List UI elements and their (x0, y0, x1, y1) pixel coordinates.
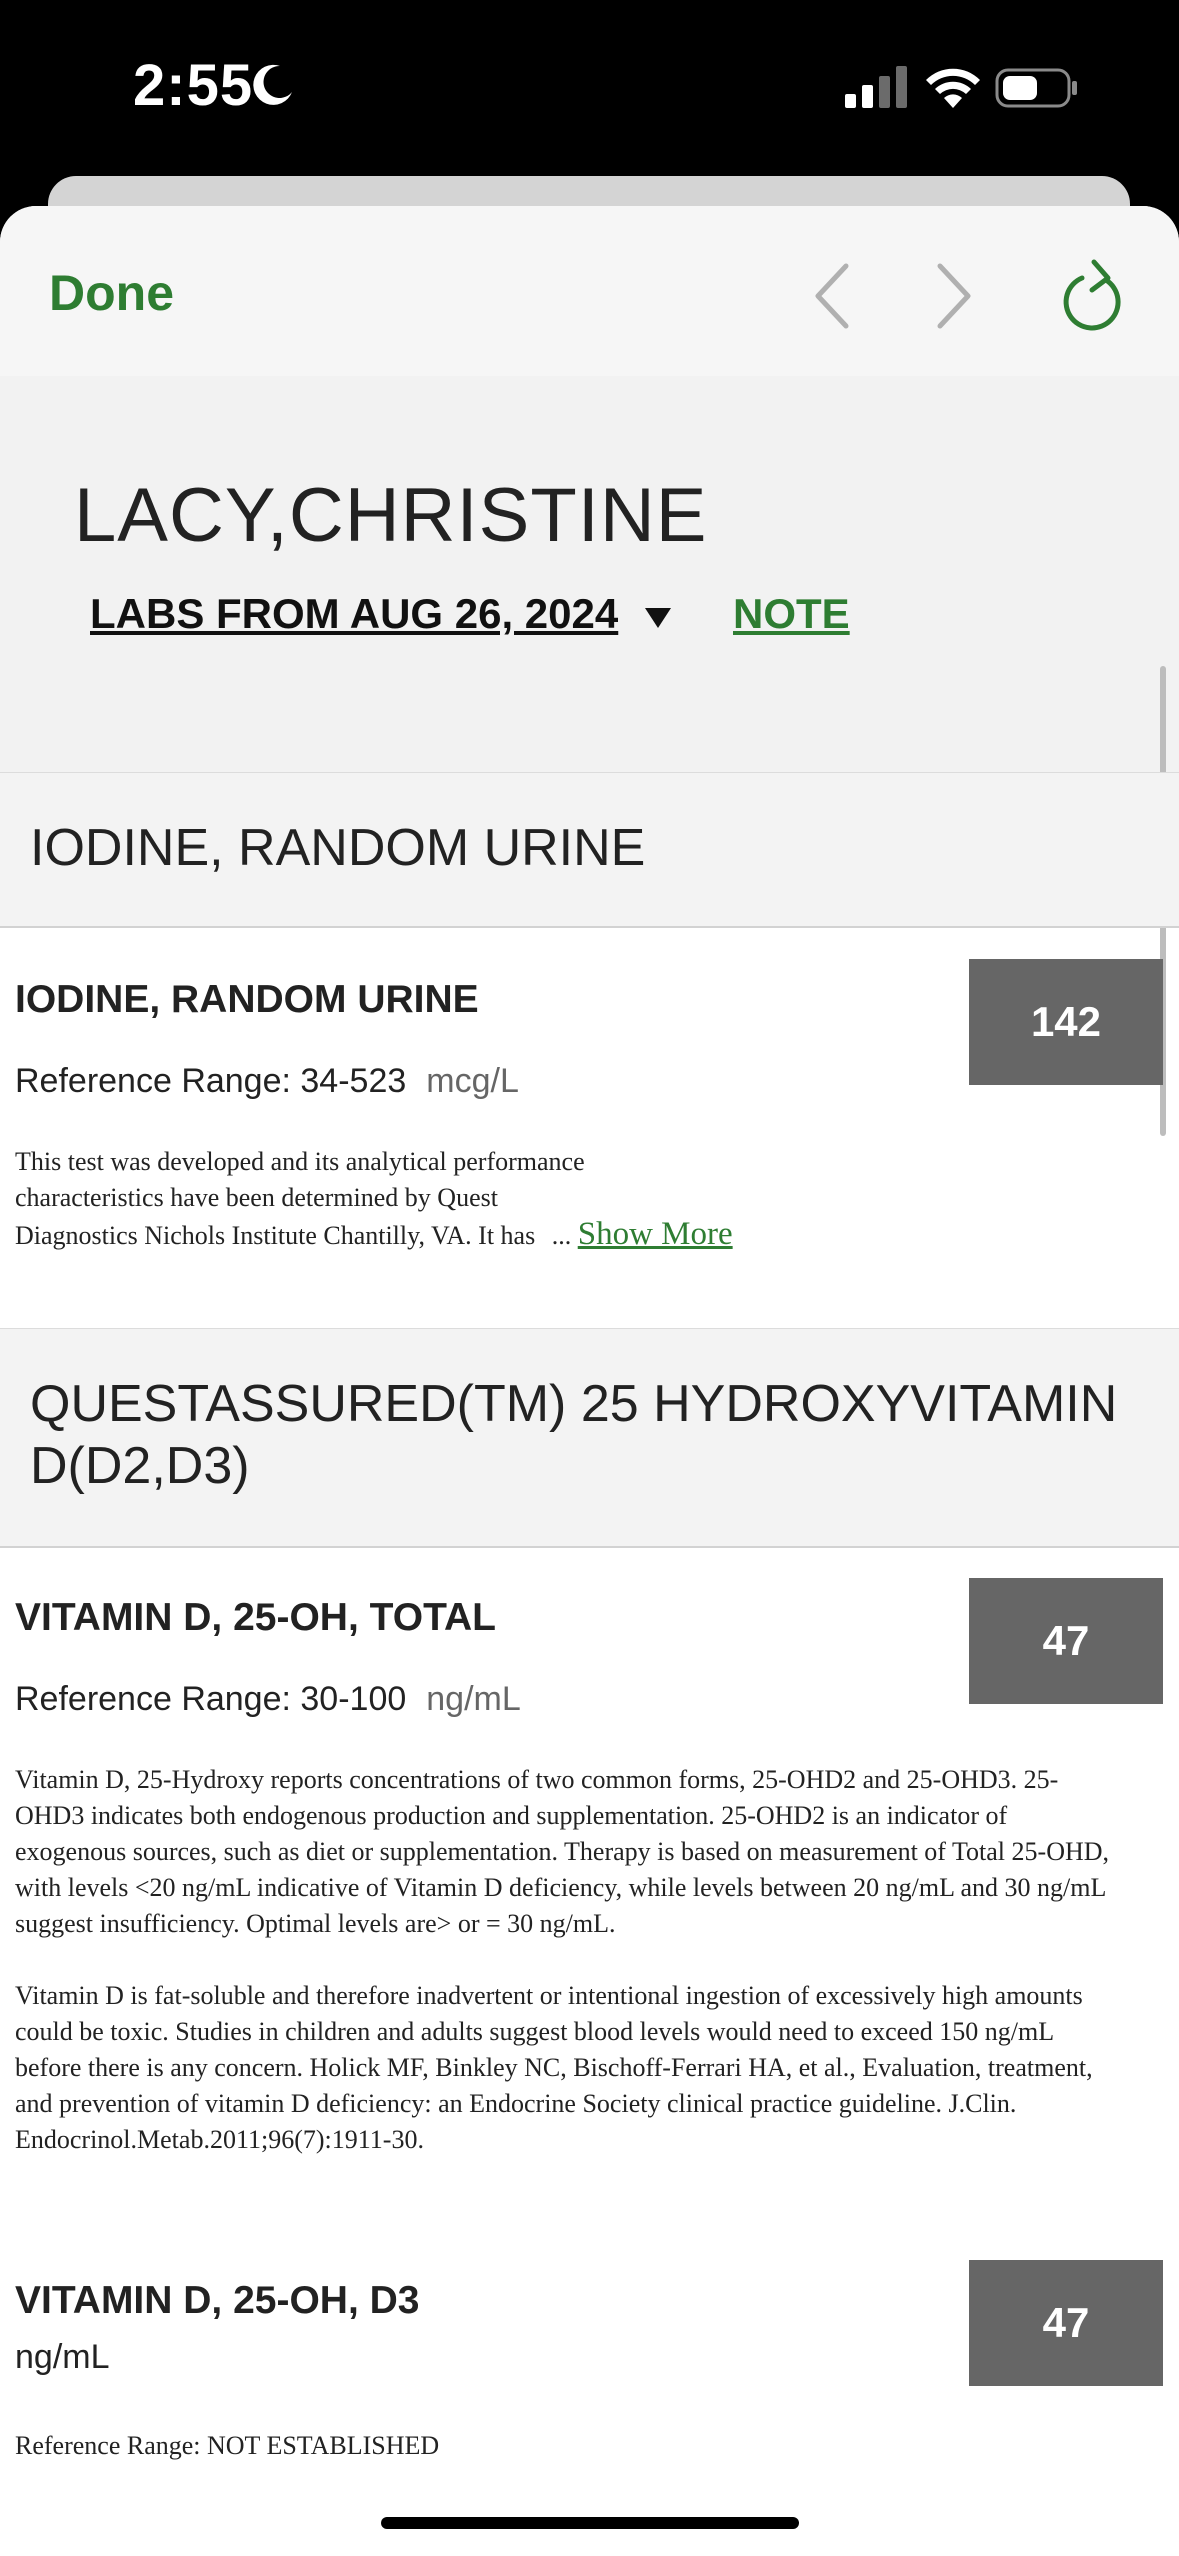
note-line: could be toxic. Studies in children and adults suggest blood levels would need to exceed 150 ng/mL (15, 2017, 1055, 2046)
section-title: IODINE, RANDOM URINE (30, 819, 646, 877)
section-header-iodine (0, 772, 1179, 928)
result-value: 142 (969, 959, 1163, 1085)
note-line: Vitamin D is fat-soluble and therefore inadvertent or intentional ingestion of excessively high amounts (15, 1981, 1083, 2010)
note-line: with levels <20 ng/mL indicative of Vitamin D deficiency, while levels between 20 ng/mL and 30 ng/mL (15, 1873, 1107, 1902)
reference-range-text: Reference Range: 34-523 (15, 1062, 407, 1100)
home-indicator[interactable] (381, 2517, 799, 2529)
show-more-link[interactable]: Show More (577, 1216, 733, 1252)
result-value: 47 (969, 1578, 1163, 1704)
navigation-bar (0, 206, 1179, 376)
page-content (0, 376, 1179, 2556)
status-time: 2:55 (133, 53, 254, 118)
note-line: characteristics have been determined by Quest (15, 1183, 498, 1212)
section-title-line: QUESTASSURED(TM) 25 HYDROXYVITAMIN (30, 1375, 1118, 1433)
caret-down-icon[interactable] (645, 608, 671, 630)
note-line: and prevention of vitamin D deficiency: an Endocrine Society clinical practice guideline. J.Clin. (15, 2089, 1017, 2118)
reference-range (15, 1680, 521, 1719)
test-name: VITAMIN D, 25-OH, D3 (15, 2279, 420, 2322)
battery-icon (995, 66, 1079, 110)
cellular-signal-icon (845, 66, 907, 108)
section-title-line: D(D2,D3) (30, 1437, 250, 1495)
labs-date-selector[interactable]: LABS FROM AUG 26, 2024 (90, 590, 619, 637)
note-line: before there is any concern. Holick MF, Binkley NC, Bischoff-Ferrari HA, et al., Evaluation, treatment, (15, 2053, 1093, 2082)
status-bar (0, 0, 1179, 175)
patient-header (0, 376, 1179, 772)
note-line: Vitamin D, 25-Hydroxy reports concentrations of two common forms, 25-OHD2 and 25-OHD3. 25- (15, 1765, 1059, 1794)
test-note-paragraph (15, 1978, 1093, 2158)
result-value: 47 (969, 2260, 1163, 2386)
section-title (30, 1373, 1117, 1497)
chevron-left-icon[interactable] (808, 256, 856, 336)
note-line: OHD3 indicates both endogenous production and supplementation. 25-OHD2 is an indicator of (15, 1801, 1008, 1830)
section-header-vitamin-d (0, 1328, 1179, 1548)
note-line-text: Diagnostics Nichols Institute Chantilly, VA. It has (15, 1221, 536, 1250)
reference-range (15, 1062, 519, 1101)
unit-line: ng/mL (15, 2338, 110, 2376)
note-line: This test was developed and its analytical performance (15, 1147, 585, 1176)
unit: mcg/L (426, 1062, 519, 1100)
reference-range-text: Reference Range: 30-100 (15, 1680, 407, 1718)
note-line: Endocrinol.Metab.2011;96(7):1911-30. (15, 2125, 424, 2154)
test-name: IODINE, RANDOM URINE (15, 978, 479, 1021)
patient-name: LACY,CHRISTINE (74, 473, 708, 558)
chevron-right-icon[interactable] (930, 256, 978, 336)
note-line-last (15, 1216, 733, 1254)
lab-results-sheet (0, 206, 1179, 2556)
test-note-paragraph (15, 1762, 1109, 1942)
reload-icon[interactable] (1060, 254, 1130, 334)
note-line: exogenous sources, such as diet or supplementation. Therapy is based on measurement of Total 25-OHD, (15, 1837, 1110, 1866)
note-line: suggest insufficiency. Optimal levels are> or = 30 ng/mL. (15, 1909, 616, 1938)
test-name: VITAMIN D, 25-OH, TOTAL (15, 1596, 497, 1639)
moon-icon (252, 62, 296, 106)
ellipsis: ... (551, 1221, 572, 1250)
reference-range: Reference Range: NOT ESTABLISHED (15, 2431, 440, 2460)
done-button[interactable]: Done (49, 265, 174, 321)
unit: ng/mL (426, 1680, 521, 1718)
note-link[interactable]: NOTE (733, 590, 850, 637)
test-note (15, 1144, 733, 1254)
wifi-icon (924, 64, 982, 108)
